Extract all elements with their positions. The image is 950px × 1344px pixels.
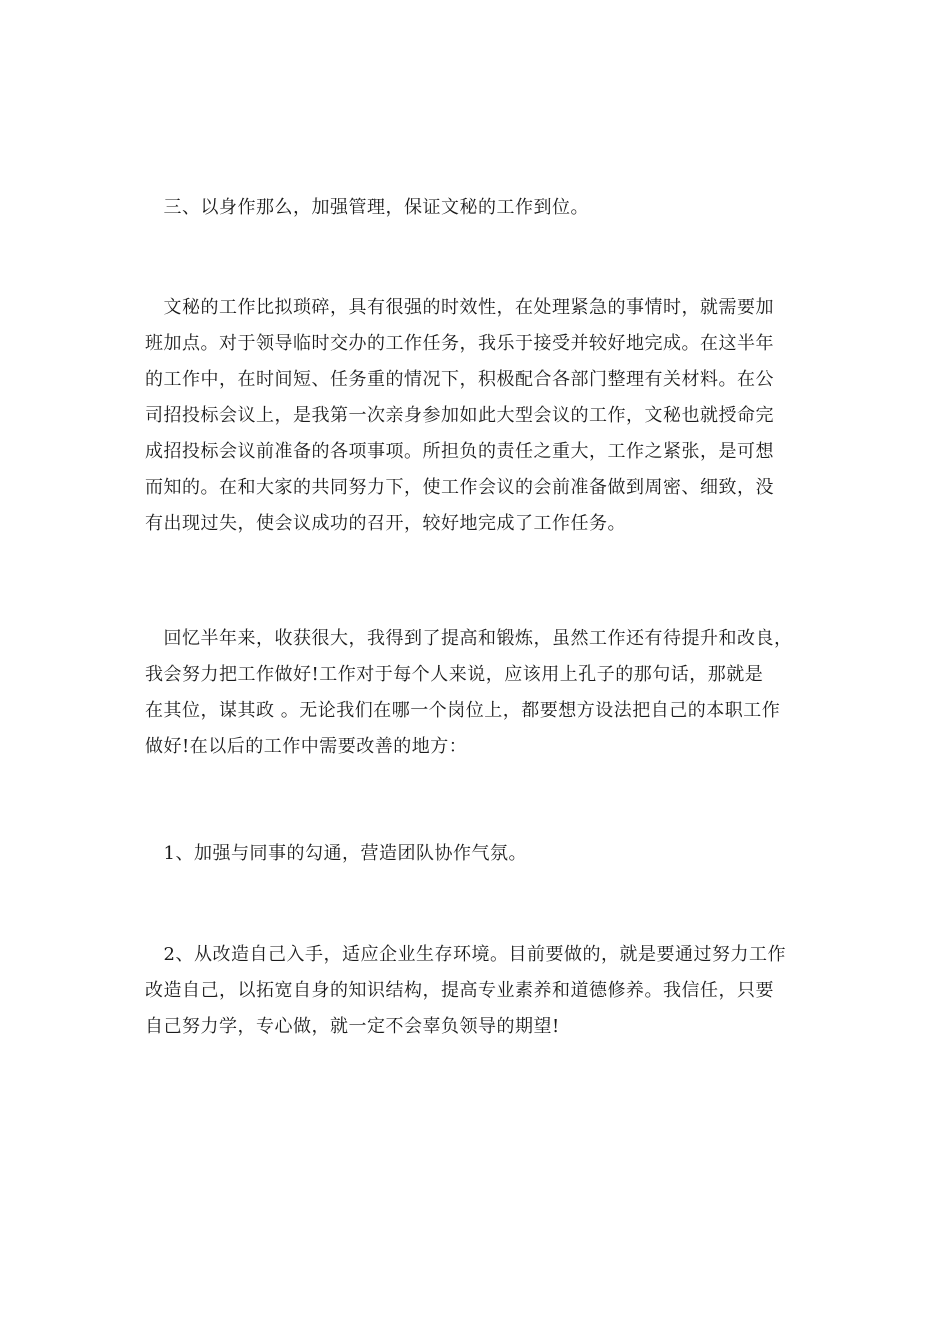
text-line: 班加点。对于领导临时交办的工作任务，我乐于接受并较好地完成。在这半年 bbox=[145, 333, 774, 354]
text-line: 回忆半年来，收获很大，我得到了提高和锻炼，虽然工作还有待提升和改良， bbox=[145, 628, 793, 649]
paragraph-reflection bbox=[145, 621, 810, 765]
section-heading bbox=[145, 190, 810, 226]
heading-line: 三、以身作那么，加强管理，保证文秘的工作到位。 bbox=[145, 197, 589, 218]
text-line: 改造自己，以拓宽自身的知识结构，提高专业素养和道德修养。我信任，只要 bbox=[145, 980, 774, 1001]
text-line: 的工作中，在时间短、任务重的情况下，积极配合各部门整理有关材料。在公 bbox=[145, 369, 774, 390]
list-item-1 bbox=[145, 836, 810, 872]
text-line: 有出现过失，使会议成功的召开，较好地完成了工作任务。 bbox=[145, 513, 626, 534]
paragraph-secretarial-work bbox=[145, 290, 810, 542]
text-line: 1、加强与同事的勾通，营造团队协作气氛。 bbox=[145, 843, 527, 864]
text-line: 司招投标会议上，是我第一次亲身参加如此大型会议的工作，文秘也就授命完 bbox=[145, 405, 774, 426]
text-line: 成招投标会议前准备的各项事项。所担负的责任之重大，工作之紧张，是可想 bbox=[145, 441, 774, 462]
text-line: 2、从改造自己入手，适应企业生存环境。目前要做的，就是要通过努力工作 bbox=[145, 944, 786, 965]
text-line: 文秘的工作比拟琐碎，具有很强的时效性，在处理紧急的事情时，就需要加 bbox=[145, 297, 774, 318]
text-line: 在其位，谋其政 。无论我们在哪一个岗位上，都要想方设法把自己的本职工作 bbox=[145, 700, 781, 721]
text-line: 而知的。在和大家的共同努力下，使工作会议的会前准备做到周密、细致，没 bbox=[145, 477, 774, 498]
list-item-2 bbox=[145, 937, 810, 1045]
text-line: 自己努力学，专心做，就一定不会辜负领导的期望! bbox=[145, 1016, 560, 1037]
text-line: 我会努力把工作做好!工作对于每个人来说，应该用上孔子的那句话，那就是 bbox=[145, 664, 764, 685]
text-line: 做好!在以后的工作中需要改善的地方： bbox=[145, 736, 468, 757]
